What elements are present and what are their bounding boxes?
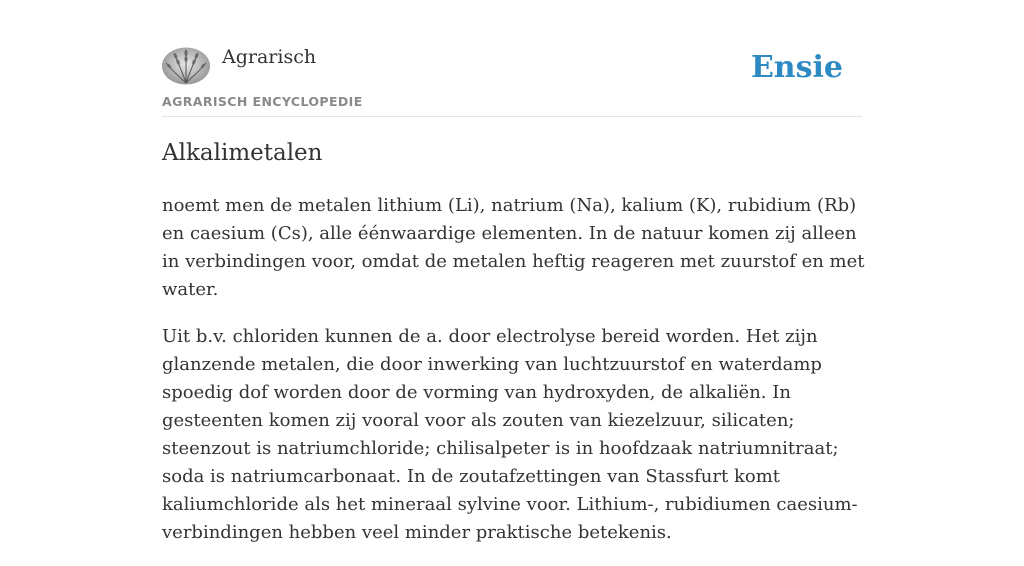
wheat-logo-icon[interactable] [162,47,210,85]
source-header [162,44,862,117]
source-subtitle: AGRARISCH ENCYCLOPEDIE [162,94,363,109]
article-paragraph: Uit b.v. chloriden kunnen de a. door electrolyse bereid worden. Het zijn glanzende metalen, die door inwerking van luchtzuurstof en waterdamp spoedig dof worden door de vorming van hydroxyden, de alkaliën. In gesteenten komen zij vooral voor als zouten van kiezelzuur, silicaten; steenzout is natriumchloride; chilisalpeter is in hoofdzaak natriumnitraat; soda is natriumcarbonaat. In de zoutafzettingen van Stassfurt komt kaliumchloride als het mineraal sylvine voor. Lithium-, rubidiumen caesium-verbindingen hebben veel minder praktische betekenis. [162,326,858,543]
brand-logo[interactable]: Ensie [750,50,843,85]
article-paragraph: noemt men de metalen lithium (Li), natrium (Na), kalium (K), rubidium (Rb) en caesium (Cs), alle éénwaardige elementen. In de natuur komen zij alleen in verbindingen voor, omdat de metalen heftig reageren met zuurstof en met water. [162,195,865,300]
source-title[interactable]: Agrarisch [222,46,317,68]
article-body [162,192,872,566]
article-title: Alkalimetalen [162,140,323,166]
